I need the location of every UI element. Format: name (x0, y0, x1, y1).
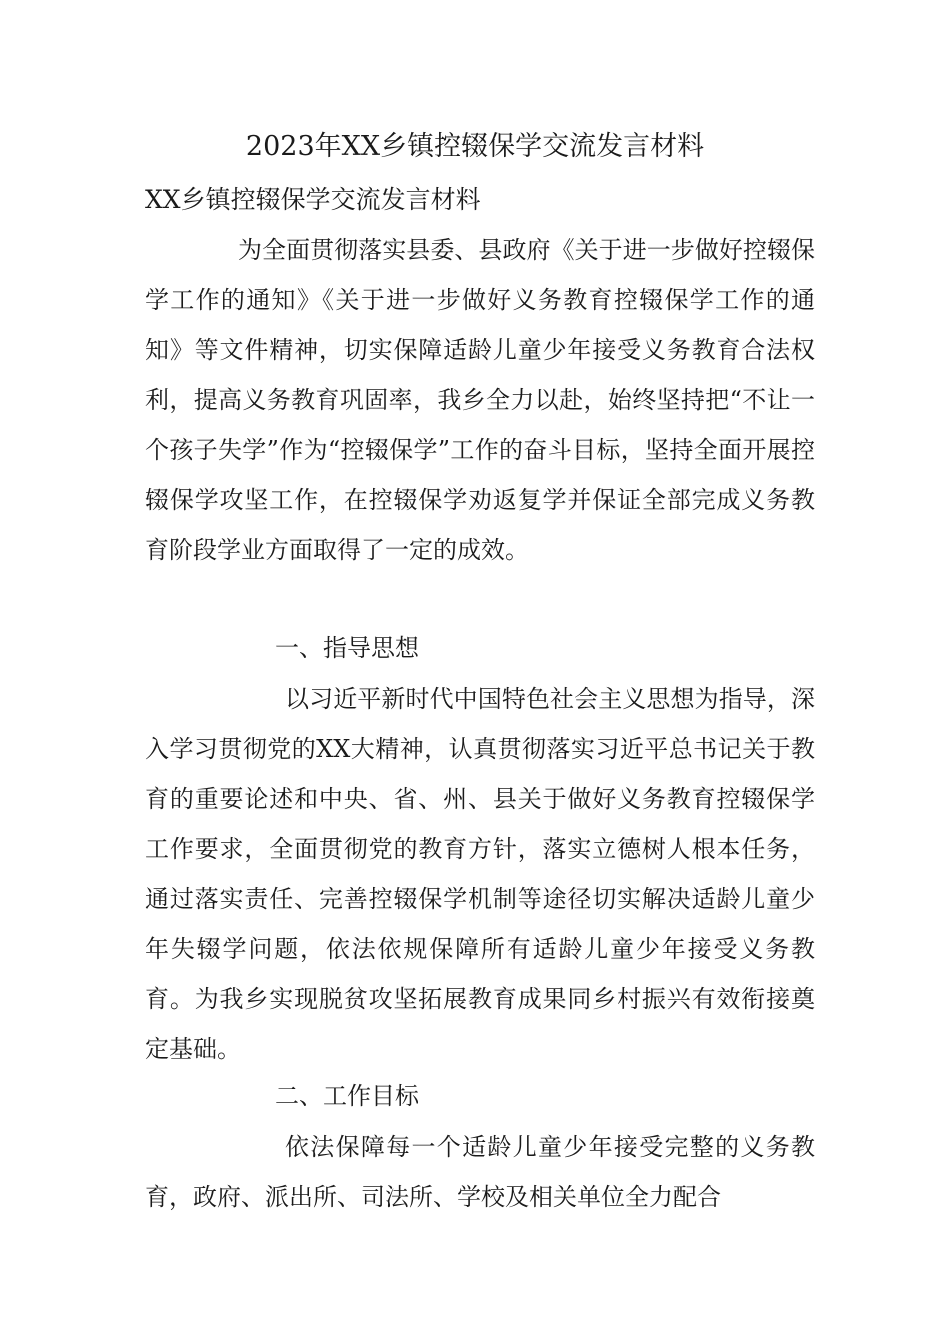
intro-paragraph: 为全面贯彻落实县委、县政府《关于进一步做好控辍保学工作的通知》《关于进一步做好义务教育控辍保学工作的通知》等文件精神，切实保障适龄儿童少年接受义务教育合法权利，提高义务教育巩固率，我乡全力以赴，始终坚持把“不让一个孩子失学”作为“控辍保学”工作的奋斗目标，坚持全面开展控辍保学攻坚工作，在控辍保学劝返复学并保证全部完成义务教育阶段学业方面取得了一定的成效。 (145, 236, 815, 564)
section-heading-work-goals: 二、工作目标 (275, 1082, 419, 1110)
section-heading-guiding-ideology: 一、指导思想 (275, 634, 419, 662)
work-goals-paragraph: 依法保障每一个适龄儿童少年接受完整的义务教育，政府、派出所、司法所、学校及相关单位全力配合 (145, 1133, 815, 1211)
document-subtitle: XX乡镇控辍保学交流发言材料 (145, 185, 481, 214)
guiding-ideology-paragraph: 以习近平新时代中国特色社会主义思想为指导，深入学习贯彻党的XX大精神，认真贯彻落实习近平总书记关于教育的重要论述和中央、省、州、县关于做好义务教育控辍保学工作要求，全面贯彻党的教育方针，落实立德树人根本任务，通过落实责任、完善控辍保学机制等途径切实解决适龄儿童少年失辍学问题，依法依规保障所有适龄儿童少年接受义务教育。为我乡实现脱贫攻坚拓展教育成果同乡村振兴有效衔接奠定基础。 (145, 685, 815, 1063)
document-title: 2023年XX乡镇控辍保学交流发言材料 (245, 131, 705, 162)
